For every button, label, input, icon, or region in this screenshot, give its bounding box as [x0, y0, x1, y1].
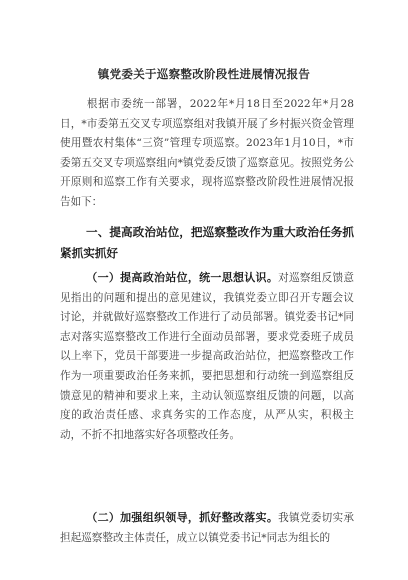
document-title: 镇党委关于巡察整改阶段性进展情况报告	[97, 67, 311, 81]
subsection-1-paragraph	[60, 268, 354, 445]
subsection-2-heading: （二）加强组织领导，抓好整改落实。	[86, 511, 279, 524]
intro-paragraph	[60, 95, 354, 213]
subsection-1-body: 对巡察组反馈意见指出的问题和提出的意见建议，我镇党委立即召开专题会议讨论，并就做好巡察整改工作进行了动员部署。镇党委书记*同志对落实巡察整改工作进行全面动员部署，要求党委班子成员以上率下，党员干部要进一步提高政治站位，把巡察整改工作作为一项重要政治任务来抓，要把思想和行动统一到巡察组反馈意见的精神和要求上来，主动认领巡察组反馈的问题，以高度的政治责任感、求真务实的工作态度，从严从实，积极主动，不折不扣地落实好各项整改任务。	[60, 272, 355, 441]
subsection-1-heading: （一）提高政治站位，统一思想认识。	[86, 271, 279, 284]
intro-text: 根据市委统一部署，2022年*月18日至2022年*月28日，*市委第五交叉专项巡察组对我镇开展了乡村振兴资金管理使用暨农村集体“三资”管理专项巡察。2023年1月10日，*市委第五交叉专项巡察组向*镇党委反馈了巡察意见。按照党务公开原则和巡察工作有关要求，现将巡察整改阶段性进展情况报告如下：	[60, 98, 354, 208]
subsection-2-paragraph	[60, 508, 354, 548]
section-heading	[60, 222, 354, 264]
subsection-2-body: 我镇党委切实承担起巡察整改主体责任，成立以镇党委书记*同志为组长的	[60, 512, 355, 544]
section-heading-text: 一、提高政治站位，把巡察整改作为重大政治任务抓紧抓实抓好	[60, 225, 354, 260]
